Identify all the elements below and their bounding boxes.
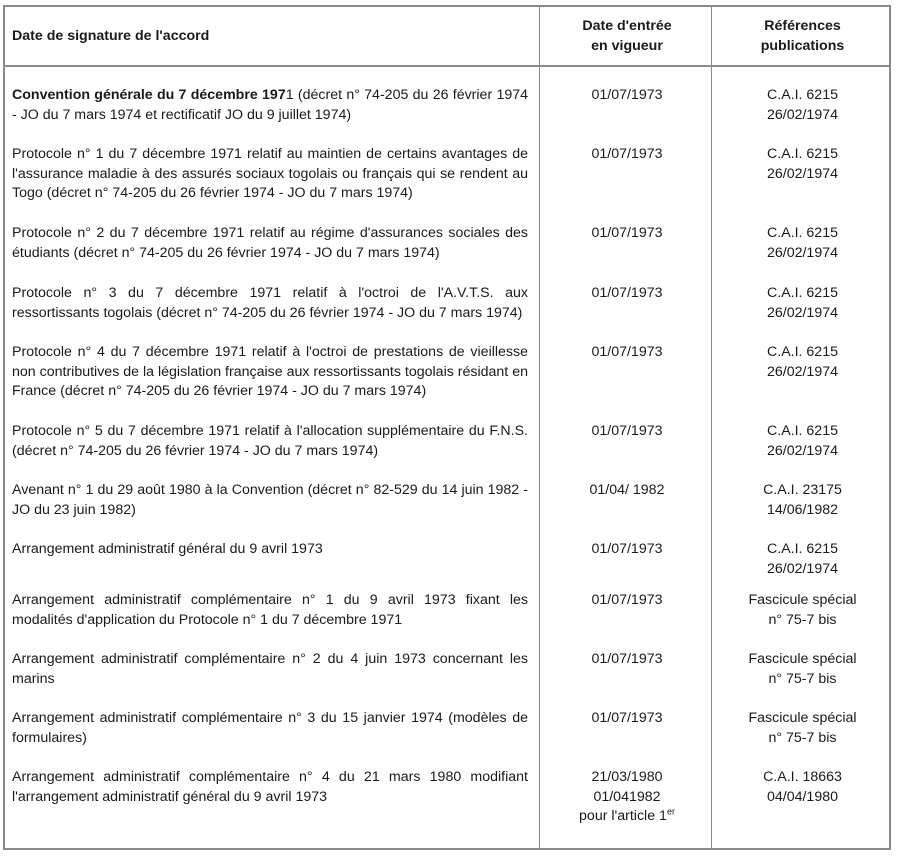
- entry-date: 01/07/1973: [591, 146, 663, 162]
- agreement-title: Avenant n° 1 du 29 août 1980 à la Convention (décret n° 82-529 du 14 juin 1982 - JO du 23 juin 1982): [12, 482, 528, 518]
- entry-date: 01/07/1973: [591, 225, 663, 241]
- column-separator: [539, 7, 540, 848]
- entry-date: 01/04/ 1982: [589, 482, 665, 498]
- entry-date: 21/03/1980 01/041982 pour l'article 1er: [579, 769, 675, 825]
- entry-date: 01/07/1973: [591, 344, 663, 360]
- publication-ref: Fascicule spécial n° 75-7 bis: [748, 651, 857, 687]
- agreement-title: Arrangement administratif complémentaire n° 3 du 15 janvier 1974 (modèles de formulaires): [12, 710, 528, 746]
- entry-date: 01/07/1973: [591, 87, 663, 103]
- agreement-title: Protocole n° 3 du 7 décembre 1971 relatif à l'octroi de l'A.V.T.S. aux ressortissants togolais (décret n° 74-205 du 26 février 1974 - JO du 7 mars 1974): [12, 285, 528, 321]
- publication-ref: C.A.I. 6215 26/02/1974: [766, 146, 838, 182]
- publication-ref: C.A.I. 6215 26/02/1974: [766, 285, 838, 321]
- header-entry-date: Date d'entrée en vigueur: [582, 18, 672, 54]
- agreements-table: [3, 5, 891, 850]
- publication-ref: C.A.I. 6215 26/02/1974: [766, 541, 838, 577]
- header-signature-date: Date de signature de l'accord: [12, 28, 210, 44]
- entry-date: 01/07/1973: [591, 541, 663, 557]
- agreement-title: Arrangement administratif complémentaire n° 4 du 21 mars 1980 modifiant l'arrangement administratif général du 9 avril 1973: [12, 769, 528, 805]
- agreement-title: Protocole n° 4 du 7 décembre 1971 relatif à l'octroi de prestations de vieillesse non contributives de la législation française aux ressortissants togolais résidant en France (décret n° 74-205 du 26 février 1974 - JO du 7 mars 1974): [12, 344, 528, 400]
- entry-date: 01/07/1973: [591, 285, 663, 301]
- agreement-title: Convention générale du 7 décembre 1971 (décret n° 74-205 du 26 février 1974 - JO du 7 mars 1974 et rectificatif JO du 9 juillet 1974): [12, 87, 529, 123]
- publication-ref: C.A.I. 6215 26/02/1974: [766, 225, 838, 261]
- agreement-title: Protocole n° 1 du 7 décembre 1971 relatif au maintien de certains avantages de l'assurance maladie à des assurés sociaux togolais ou français qui se rendent au Togo (décret n° 74-205 du 26 février 1974 - JO du 7 mars 1974): [12, 146, 528, 202]
- publication-ref: C.A.I. 23175 14/06/1982: [763, 482, 842, 518]
- entry-date: 01/07/1973: [591, 423, 663, 439]
- publication-ref: C.A.I. 18663 04/04/1980: [763, 769, 842, 805]
- header-references: Références publications: [760, 18, 845, 54]
- header-separator: [5, 65, 889, 67]
- entry-date: 01/07/1973: [591, 592, 663, 608]
- publication-ref: Fascicule spécial n° 75-7 bis: [748, 710, 857, 746]
- agreement-title: Arrangement administratif complémentaire n° 1 du 9 avril 1973 fixant les modalités d'application du Protocole n° 1 du 7 décembre 1971: [12, 592, 528, 628]
- agreement-title: Protocole n° 5 du 7 décembre 1971 relatif à l'allocation supplémentaire du F.N.S. (décret n° 74-205 du 26 février 1974 - JO du 7 mars 1974): [12, 423, 528, 459]
- entry-date: 01/07/1973: [591, 651, 663, 667]
- agreement-title: Arrangement administratif complémentaire n° 2 du 4 juin 1973 concernant les marins: [12, 651, 528, 687]
- agreement-title: Protocole n° 2 du 7 décembre 1971 relatif au régime d'assurances sociales des étudiants (décret n° 74-205 du 26 février 1974 - JO du 7 mars 1974): [12, 225, 528, 261]
- publication-ref: C.A.I. 6215 26/02/1974: [766, 344, 838, 380]
- entry-date: 01/07/1973: [591, 710, 663, 726]
- agreement-title: Arrangement administratif général du 9 avril 1973: [12, 541, 323, 557]
- publication-ref: C.A.I. 6215 26/02/1974: [766, 87, 838, 123]
- publication-ref: C.A.I. 6215 26/02/1974: [766, 423, 838, 459]
- publication-ref: Fascicule spécial n° 75-7 bis: [748, 592, 857, 628]
